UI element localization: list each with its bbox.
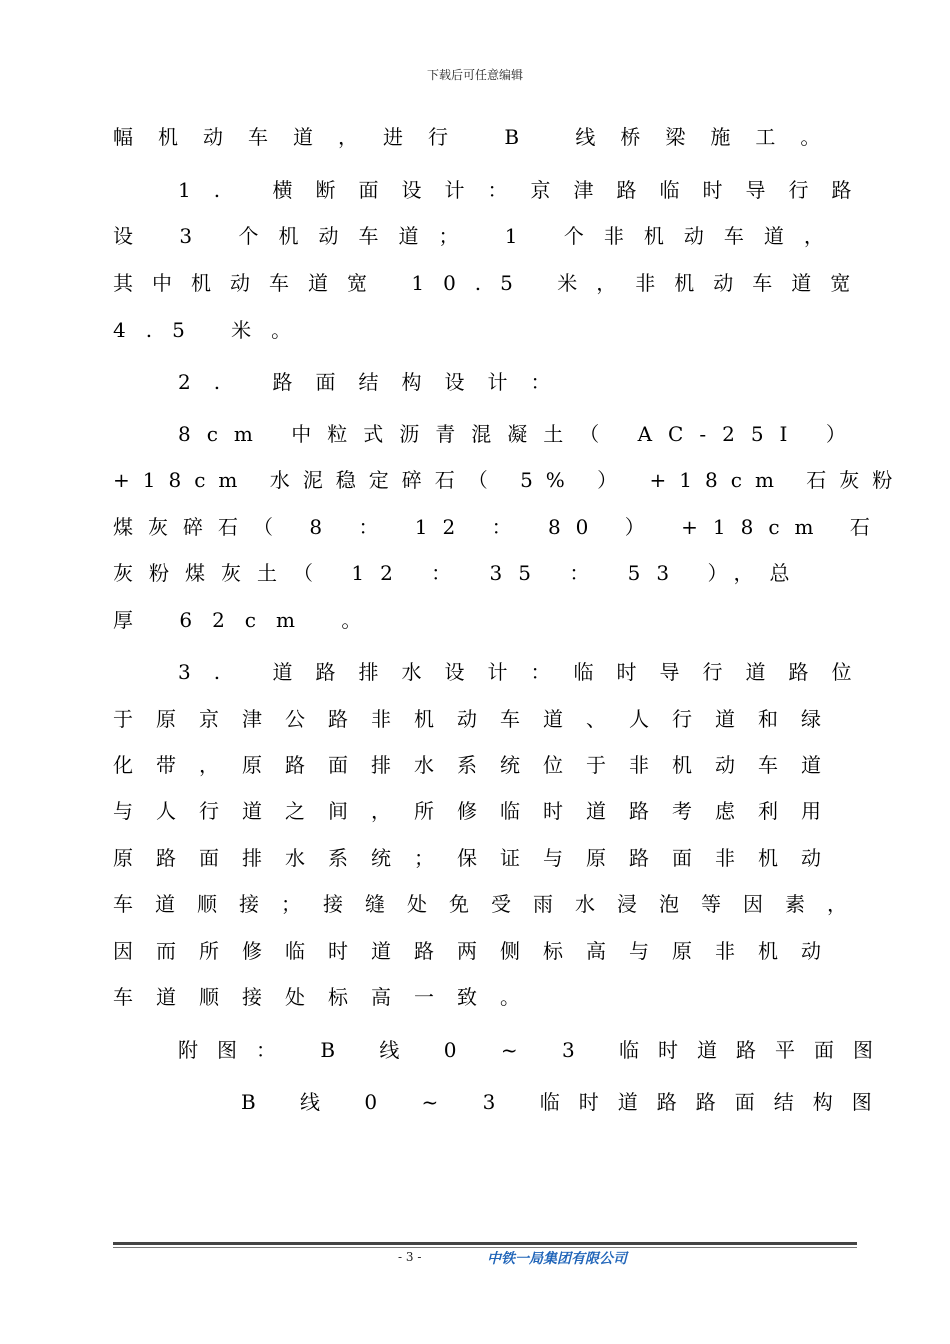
body-line: 车道顺接；接缝处免受雨水浸泡等因素， (113, 892, 869, 916)
body-line: 车道顺接处标高一致。 (113, 985, 543, 1009)
company-name: 中铁一局集团有限公司 (487, 1251, 627, 1267)
body-line: 设 3 个机动车道； 1 个非机动车道， (113, 224, 844, 248)
body-line: 煤灰碎石（ 8 ： 12 ： 80 ） +18cm 石 (113, 515, 885, 539)
body-line: 化带，原路面排水系统位于非机动车道 (113, 753, 844, 777)
footer-divider (113, 1242, 857, 1245)
page-number: - 3 - (398, 1250, 422, 1264)
attachment-line: B 线 0 ~ 3 临时道路路面结构图 (241, 1090, 891, 1114)
body-line: +18cm 水泥稳定碎石（ 5% ） +18cm 石灰粉 (113, 468, 906, 492)
page-header: 下载后可任意编辑 (426, 68, 523, 82)
body-line: 因而所修临时道路两侧标高与原非机动 (113, 939, 844, 963)
body-line: 2. 路面结构设计： (178, 370, 574, 394)
body-line: 幅机动车道，进行 B 线桥梁施工。 (113, 125, 846, 149)
body-line: 灰粉煤灰土（ 12 ： 35 ： 53 ），总 (113, 561, 806, 585)
body-line: 原路面排水系统；保证与原路面非机动 (113, 846, 844, 870)
attachment-line: 附图： B 线 0 ~ 3 临时道路平面图 (178, 1038, 893, 1062)
body-line: 与人行道之间，所修临时道路考虑利用 (113, 799, 844, 823)
body-line: 3. 道路排水设计：临时导行道路位 (178, 660, 875, 684)
footer-divider-thin (113, 1247, 857, 1248)
body-line: 1. 横断面设计：京津路临时导行路 (178, 178, 875, 202)
body-line: 其中机动车道宽 10.5 米，非机动车道宽 (113, 271, 870, 295)
body-line: 8cm 中粒式沥青混凝土（ AC-25I ） (178, 422, 862, 446)
body-line: 4.5 米。 (113, 318, 312, 342)
body-line: 厚 62cm 。 (113, 608, 382, 632)
body-line: 于原京津公路非机动车道、人行道和绿 (113, 707, 844, 731)
